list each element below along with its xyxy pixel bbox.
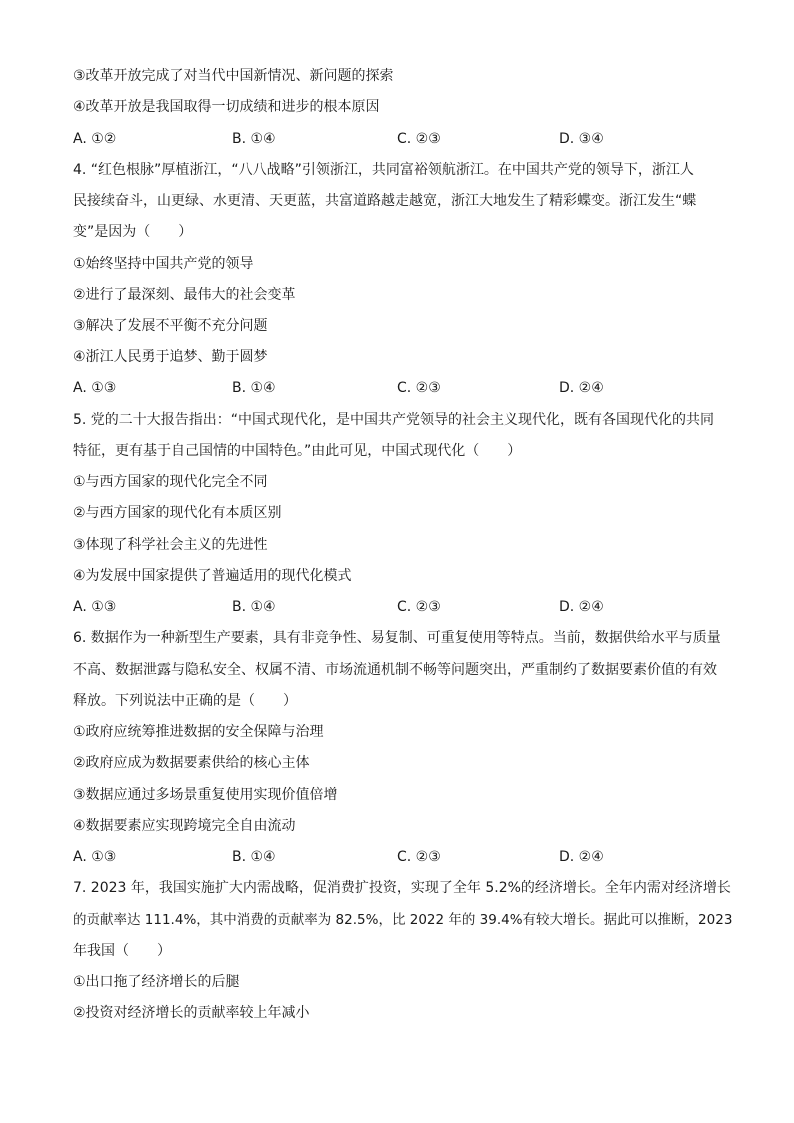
q5-option-a: A. ①③	[73, 599, 117, 615]
q5-statement-4: ④为发展中国家提供了普遍适用的现代化模式	[73, 568, 352, 584]
q5-stem-line-1: 5. 党的二十大报告指出：“中国式现代化，是中国共产党领导的社会主义现代化，既有各国现代化的共同	[73, 412, 715, 428]
q5-statement-1: ①与西方国家的现代化完全不同	[73, 474, 268, 490]
q6-statement-3: ③数据应通过多场景重复使用实现价值倍增	[73, 787, 338, 803]
q6-statement-1: ①政府应统筹推进数据的安全保障与治理	[73, 724, 324, 740]
q4-option-d: D. ②④	[559, 380, 604, 396]
q5-statement-3: ③体现了科学社会主义的先进性	[73, 537, 268, 553]
q4-statement-3: ③解决了发展不平衡不充分问题	[73, 318, 268, 334]
q6-option-c: C. ②③	[397, 849, 441, 865]
q3-option-a: A. ①②	[73, 131, 117, 147]
q4-option-a: A. ①③	[73, 380, 117, 396]
q7-statement-2: ②投资对经济增长的贡献率较上年减小	[73, 1005, 310, 1021]
q7-statement-1: ①出口拖了经济增长的后腿	[73, 974, 240, 990]
q7-stem-line-3: 年我国（ ）	[73, 943, 171, 959]
q6-option-d: D. ②④	[559, 849, 604, 865]
q5-option-c: C. ②③	[397, 599, 441, 615]
q3-statement-4: ④改革开放是我国取得一切成绩和进步的根本原因	[73, 99, 380, 115]
q7-stem-line-1: 7. 2023 年，我国实施扩大内需战略，促消费扩投资，实现了全年 5.2%的经济增长。全年内需对经济增长	[73, 880, 731, 896]
q5-option-d: D. ②④	[559, 599, 604, 615]
q3-option-d: D. ③④	[559, 131, 604, 147]
q6-option-a: A. ①③	[73, 849, 117, 865]
q4-option-c: C. ②③	[397, 380, 441, 396]
q6-stem-line-2: 不高、数据泄露与隐私安全、权属不清、市场流通机制不畅等问题突出，严重制约了数据要素价值的有效	[73, 662, 717, 678]
q3-option-b: B. ①④	[232, 131, 276, 147]
q4-statement-4: ④浙江人民勇于追梦、勤于圆梦	[73, 349, 268, 365]
q4-stem-line-3: 变”是因为（ ）	[73, 224, 193, 240]
q5-statement-2: ②与西方国家的现代化有本质区别	[73, 505, 282, 521]
q7-stem-line-2: 的贡献率达 111.4%，其中消费的贡献率为 82.5%，比 2022 年的 39.4%有较大增长。据此可以推断，2023	[73, 912, 733, 928]
q3-option-c: C. ②③	[397, 131, 441, 147]
q5-stem-line-2: 特征，更有基于自己国情的中国特色。”由此可见，中国式现代化（ ）	[73, 443, 522, 459]
q4-statement-2: ②进行了最深刻、最伟大的社会变革	[73, 287, 296, 303]
q6-stem-line-1: 6. 数据作为一种新型生产要素，具有非竞争性、易复制、可重复使用等特点。当前，数据供给水平与质量	[73, 630, 721, 646]
q6-statement-4: ④数据要素应实现跨境完全自由流动	[73, 818, 296, 834]
q4-stem-line-2: 民接续奋斗，山更绿、水更清、天更蓝，共富道路越走越宽，浙江大地发生了精彩蝶变。浙江发生“蝶	[73, 193, 697, 209]
q4-stem-line-1: 4. “红色根脉”厚植浙江，“八八战略”引领浙江，共同富裕领航浙江。在中国共产党的领导下，浙江人	[73, 162, 694, 178]
q6-option-b: B. ①④	[232, 849, 276, 865]
q5-option-b: B. ①④	[232, 599, 276, 615]
q3-statement-3: ③改革开放完成了对当代中国新情况、新问题的探索	[73, 68, 394, 84]
q4-statement-1: ①始终坚持中国共产党的领导	[73, 256, 254, 272]
q6-stem-line-3: 释放。下列说法中正确的是（ ）	[73, 693, 297, 709]
q4-option-b: B. ①④	[232, 380, 276, 396]
q6-statement-2: ②政府应成为数据要素供给的核心主体	[73, 755, 310, 771]
